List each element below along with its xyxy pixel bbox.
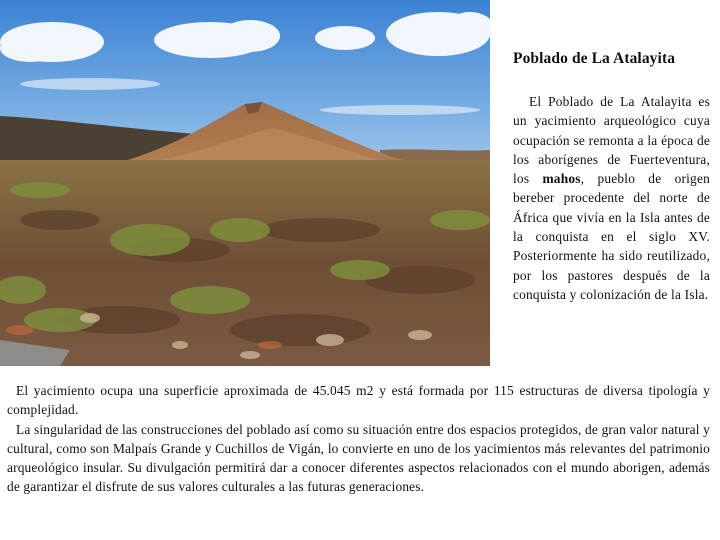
landscape-photo	[0, 0, 490, 366]
body-text	[7, 381, 710, 497]
intro-paragraph	[513, 92, 710, 304]
intro-text-start: El Poblado de La Atalayita es un yacimiento arqueológico cuya ocupación se remonta a la época de los aborígenes de Fuerteventura, los	[513, 94, 710, 187]
intro-text-end: , pueblo de origen bereber procedente del norte de África que vivía en la Isla antes de la conquista en el siglo XV. Posteriormente ha sido reutilizado, por los pastores después de la conquista y colonización de la Isla.	[513, 171, 710, 302]
body-paragraph-1: El yacimiento ocupa una superficie aproximada de 45.045 m2 y está formada por 115 estructuras de diversa tipología y complejidad.	[7, 383, 710, 418]
intro-emphasis: mahos	[542, 171, 581, 187]
article-title: Poblado de La Atalayita	[513, 50, 676, 67]
body-paragraph-2: La singularidad de las construcciones del poblado así como su situación entre dos espacios protegidos, de gran valor natural y cultural, como son Malpaís Grande y Cuchillos de Vigán, lo convierte en uno de los yacimientos más relevantes del patrimonio arqueológico insular. Su divulgación permitirá dar a conocer diferentes aspectos relacionados con el mundo aborigen, además de garantizar el disfrute de sus valores culturales a las futuras generaciones.	[7, 421, 710, 495]
